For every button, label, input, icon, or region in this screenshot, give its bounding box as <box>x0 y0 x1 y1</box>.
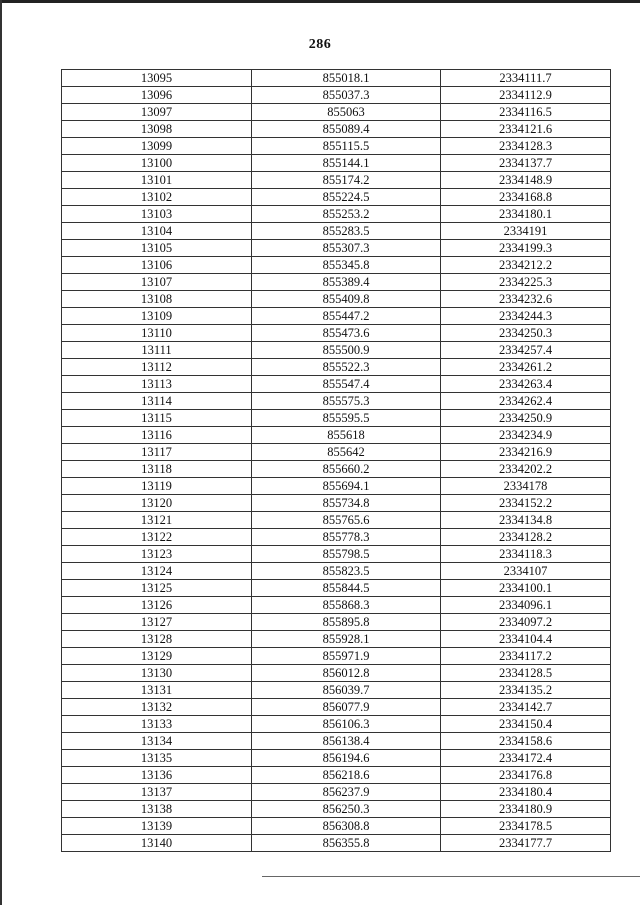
table-row <box>62 461 611 478</box>
point-id-cell: 13134 <box>62 733 252 750</box>
point-id-cell: 13119 <box>62 478 252 495</box>
table-row <box>62 563 611 580</box>
y-coordinate-cell: 2334158.6 <box>441 733 611 750</box>
x-coordinate-cell: 856308.8 <box>252 818 441 835</box>
table-row <box>62 325 611 342</box>
table-row <box>62 393 611 410</box>
table-row <box>62 257 611 274</box>
x-coordinate-cell: 855345.8 <box>252 257 441 274</box>
table-row <box>62 155 611 172</box>
x-coordinate-cell: 855144.1 <box>252 155 441 172</box>
x-coordinate-cell: 855595.5 <box>252 410 441 427</box>
point-id-cell: 13139 <box>62 818 252 835</box>
point-id-cell: 13113 <box>62 376 252 393</box>
table-row <box>62 206 611 223</box>
table-row <box>62 733 611 750</box>
y-coordinate-cell: 2334180.1 <box>441 206 611 223</box>
x-coordinate-cell: 855575.3 <box>252 393 441 410</box>
point-id-cell: 13118 <box>62 461 252 478</box>
y-coordinate-cell: 2334135.2 <box>441 682 611 699</box>
y-coordinate-cell: 2334118.3 <box>441 546 611 563</box>
x-coordinate-cell: 856218.6 <box>252 767 441 784</box>
x-coordinate-cell: 855037.3 <box>252 87 441 104</box>
y-coordinate-cell: 2334180.4 <box>441 784 611 801</box>
x-coordinate-cell: 855642 <box>252 444 441 461</box>
y-coordinate-cell: 2334142.7 <box>441 699 611 716</box>
point-id-cell: 13136 <box>62 767 252 784</box>
y-coordinate-cell: 2334121.6 <box>441 121 611 138</box>
x-coordinate-cell: 855928.1 <box>252 631 441 648</box>
table-row <box>62 767 611 784</box>
table-row <box>62 665 611 682</box>
point-id-cell: 13098 <box>62 121 252 138</box>
y-coordinate-cell: 2334134.8 <box>441 512 611 529</box>
table-row <box>62 70 611 87</box>
point-id-cell: 13116 <box>62 427 252 444</box>
y-coordinate-cell: 2334261.2 <box>441 359 611 376</box>
x-coordinate-cell: 855895.8 <box>252 614 441 631</box>
table-row <box>62 121 611 138</box>
point-id-cell: 13103 <box>62 206 252 223</box>
y-coordinate-cell: 2334180.9 <box>441 801 611 818</box>
point-id-cell: 13107 <box>62 274 252 291</box>
y-coordinate-cell: 2334191 <box>441 223 611 240</box>
point-id-cell: 13123 <box>62 546 252 563</box>
point-id-cell: 13097 <box>62 104 252 121</box>
point-id-cell: 13105 <box>62 240 252 257</box>
y-coordinate-cell: 2334178 <box>441 478 611 495</box>
y-coordinate-cell: 2334234.9 <box>441 427 611 444</box>
point-id-cell: 13122 <box>62 529 252 546</box>
table-row <box>62 631 611 648</box>
x-coordinate-cell: 855253.2 <box>252 206 441 223</box>
table-row <box>62 376 611 393</box>
point-id-cell: 13128 <box>62 631 252 648</box>
x-coordinate-cell: 855224.5 <box>252 189 441 206</box>
point-id-cell: 13127 <box>62 614 252 631</box>
x-coordinate-cell: 856106.3 <box>252 716 441 733</box>
x-coordinate-cell: 855798.5 <box>252 546 441 563</box>
table-row <box>62 512 611 529</box>
coordinate-table-body <box>62 70 611 852</box>
page-number: 286 <box>308 37 332 52</box>
table-row <box>62 274 611 291</box>
table-row <box>62 104 611 121</box>
page-top-border <box>0 0 640 3</box>
x-coordinate-cell: 856012.8 <box>252 665 441 682</box>
table-row <box>62 597 611 614</box>
x-coordinate-cell: 855089.4 <box>252 121 441 138</box>
table-row <box>62 801 611 818</box>
y-coordinate-cell: 2334128.2 <box>441 529 611 546</box>
y-coordinate-cell: 2334137.7 <box>441 155 611 172</box>
y-coordinate-cell: 2334128.5 <box>441 665 611 682</box>
x-coordinate-cell: 855473.6 <box>252 325 441 342</box>
x-coordinate-cell: 855660.2 <box>252 461 441 478</box>
x-coordinate-cell: 856250.3 <box>252 801 441 818</box>
y-coordinate-cell: 2334111.7 <box>441 70 611 87</box>
table-row <box>62 580 611 597</box>
x-coordinate-cell: 855694.1 <box>252 478 441 495</box>
table-row <box>62 342 611 359</box>
table-row <box>62 87 611 104</box>
y-coordinate-cell: 2334112.9 <box>441 87 611 104</box>
coordinate-table-container <box>61 69 610 852</box>
point-id-cell: 13125 <box>62 580 252 597</box>
point-id-cell: 13100 <box>62 155 252 172</box>
x-coordinate-cell: 856077.9 <box>252 699 441 716</box>
point-id-cell: 13132 <box>62 699 252 716</box>
table-row <box>62 359 611 376</box>
x-coordinate-cell: 855063 <box>252 104 441 121</box>
point-id-cell: 13112 <box>62 359 252 376</box>
table-row <box>62 444 611 461</box>
y-coordinate-cell: 2334116.5 <box>441 104 611 121</box>
table-row <box>62 648 611 665</box>
y-coordinate-cell: 2334257.4 <box>441 342 611 359</box>
footer-rule <box>262 876 640 877</box>
x-coordinate-cell: 856237.9 <box>252 784 441 801</box>
y-coordinate-cell: 2334128.3 <box>441 138 611 155</box>
x-coordinate-cell: 855409.8 <box>252 291 441 308</box>
point-id-cell: 13117 <box>62 444 252 461</box>
y-coordinate-cell: 2334199.3 <box>441 240 611 257</box>
table-row <box>62 529 611 546</box>
y-coordinate-cell: 2334178.5 <box>441 818 611 835</box>
point-id-cell: 13108 <box>62 291 252 308</box>
point-id-cell: 13130 <box>62 665 252 682</box>
y-coordinate-cell: 2334250.9 <box>441 410 611 427</box>
table-row <box>62 614 611 631</box>
point-id-cell: 13095 <box>62 70 252 87</box>
table-row <box>62 172 611 189</box>
y-coordinate-cell: 2334262.4 <box>441 393 611 410</box>
point-id-cell: 13140 <box>62 835 252 852</box>
y-coordinate-cell: 2334168.8 <box>441 189 611 206</box>
table-row <box>62 138 611 155</box>
table-row <box>62 189 611 206</box>
x-coordinate-cell: 855734.8 <box>252 495 441 512</box>
y-coordinate-cell: 2334104.4 <box>441 631 611 648</box>
point-id-cell: 13110 <box>62 325 252 342</box>
table-row <box>62 682 611 699</box>
x-coordinate-cell: 855547.4 <box>252 376 441 393</box>
y-coordinate-cell: 2334177.7 <box>441 835 611 852</box>
y-coordinate-cell: 2334107 <box>441 563 611 580</box>
x-coordinate-cell: 855844.5 <box>252 580 441 597</box>
x-coordinate-cell: 855823.5 <box>252 563 441 580</box>
table-row <box>62 835 611 852</box>
coordinate-table <box>61 69 611 852</box>
y-coordinate-cell: 2334150.4 <box>441 716 611 733</box>
table-row <box>62 410 611 427</box>
point-id-cell: 13131 <box>62 682 252 699</box>
y-coordinate-cell: 2334225.3 <box>441 274 611 291</box>
x-coordinate-cell: 855971.9 <box>252 648 441 665</box>
x-coordinate-cell: 855765.6 <box>252 512 441 529</box>
y-coordinate-cell: 2334176.8 <box>441 767 611 784</box>
table-row <box>62 546 611 563</box>
page-left-border <box>0 0 2 905</box>
point-id-cell: 13115 <box>62 410 252 427</box>
table-row <box>62 784 611 801</box>
point-id-cell: 13109 <box>62 308 252 325</box>
table-row <box>62 699 611 716</box>
y-coordinate-cell: 2334172.4 <box>441 750 611 767</box>
x-coordinate-cell: 855618 <box>252 427 441 444</box>
table-row <box>62 291 611 308</box>
x-coordinate-cell: 855307.3 <box>252 240 441 257</box>
y-coordinate-cell: 2334202.2 <box>441 461 611 478</box>
point-id-cell: 13099 <box>62 138 252 155</box>
point-id-cell: 13133 <box>62 716 252 733</box>
y-coordinate-cell: 2334250.3 <box>441 325 611 342</box>
x-coordinate-cell: 856039.7 <box>252 682 441 699</box>
x-coordinate-cell: 856194.6 <box>252 750 441 767</box>
x-coordinate-cell: 855389.4 <box>252 274 441 291</box>
x-coordinate-cell: 855522.3 <box>252 359 441 376</box>
point-id-cell: 13096 <box>62 87 252 104</box>
point-id-cell: 13106 <box>62 257 252 274</box>
y-coordinate-cell: 2334152.2 <box>441 495 611 512</box>
point-id-cell: 13101 <box>62 172 252 189</box>
point-id-cell: 13120 <box>62 495 252 512</box>
point-id-cell: 13114 <box>62 393 252 410</box>
y-coordinate-cell: 2334117.2 <box>441 648 611 665</box>
x-coordinate-cell: 855447.2 <box>252 308 441 325</box>
y-coordinate-cell: 2334232.6 <box>441 291 611 308</box>
x-coordinate-cell: 855174.2 <box>252 172 441 189</box>
point-id-cell: 13137 <box>62 784 252 801</box>
x-coordinate-cell: 855500.9 <box>252 342 441 359</box>
y-coordinate-cell: 2334216.9 <box>441 444 611 461</box>
table-row <box>62 495 611 512</box>
table-row <box>62 716 611 733</box>
x-coordinate-cell: 855868.3 <box>252 597 441 614</box>
table-row <box>62 478 611 495</box>
point-id-cell: 13126 <box>62 597 252 614</box>
x-coordinate-cell: 855018.1 <box>252 70 441 87</box>
point-id-cell: 13124 <box>62 563 252 580</box>
point-id-cell: 13138 <box>62 801 252 818</box>
x-coordinate-cell: 855283.5 <box>252 223 441 240</box>
point-id-cell: 13104 <box>62 223 252 240</box>
table-row <box>62 750 611 767</box>
point-id-cell: 13121 <box>62 512 252 529</box>
y-coordinate-cell: 2334212.2 <box>441 257 611 274</box>
y-coordinate-cell: 2334148.9 <box>441 172 611 189</box>
x-coordinate-cell: 856355.8 <box>252 835 441 852</box>
table-row <box>62 240 611 257</box>
table-row <box>62 308 611 325</box>
table-row <box>62 427 611 444</box>
point-id-cell: 13102 <box>62 189 252 206</box>
y-coordinate-cell: 2334097.2 <box>441 614 611 631</box>
x-coordinate-cell: 855778.3 <box>252 529 441 546</box>
point-id-cell: 13135 <box>62 750 252 767</box>
table-row <box>62 818 611 835</box>
point-id-cell: 13111 <box>62 342 252 359</box>
point-id-cell: 13129 <box>62 648 252 665</box>
y-coordinate-cell: 2334263.4 <box>441 376 611 393</box>
x-coordinate-cell: 855115.5 <box>252 138 441 155</box>
table-row <box>62 223 611 240</box>
y-coordinate-cell: 2334096.1 <box>441 597 611 614</box>
y-coordinate-cell: 2334100.1 <box>441 580 611 597</box>
y-coordinate-cell: 2334244.3 <box>441 308 611 325</box>
x-coordinate-cell: 856138.4 <box>252 733 441 750</box>
